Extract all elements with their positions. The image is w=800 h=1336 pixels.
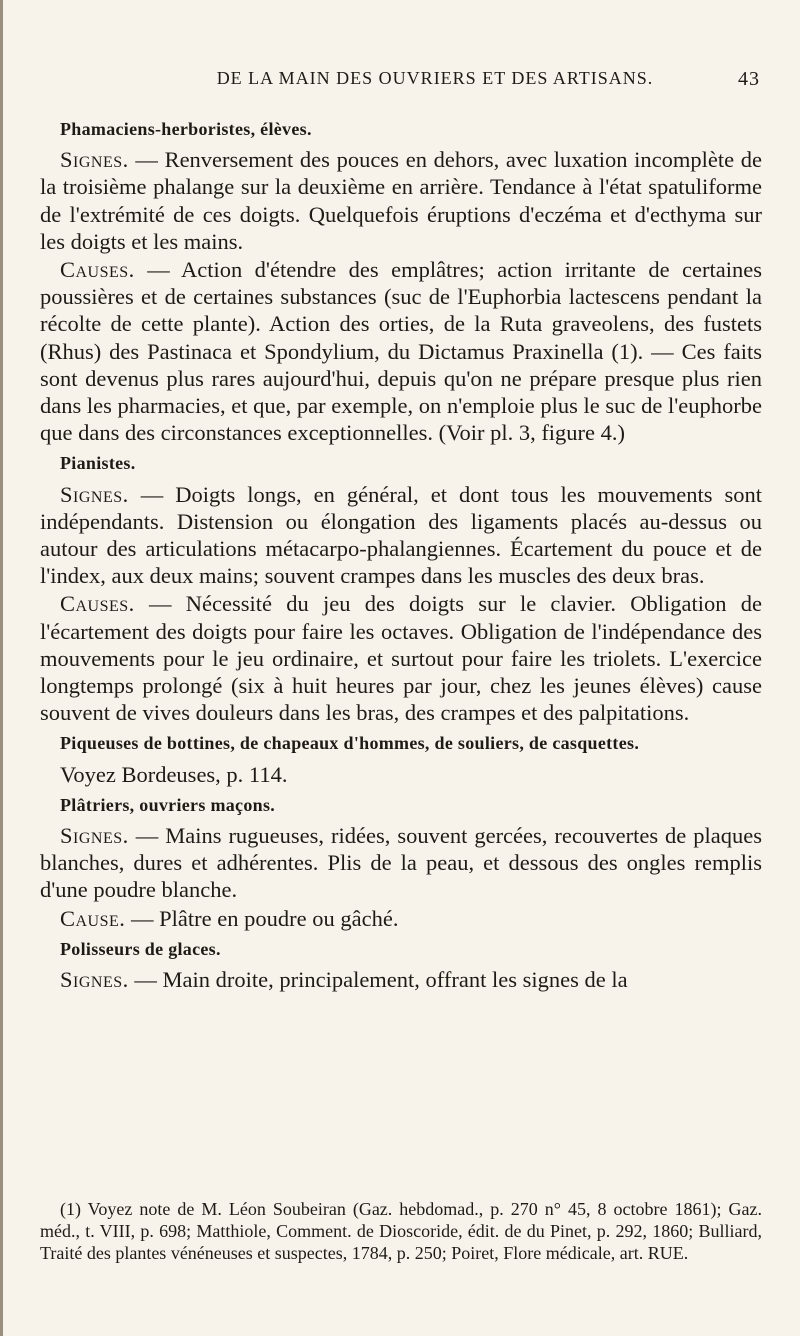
paragraph-lead: Causes. bbox=[60, 591, 135, 617]
paragraph bbox=[40, 256, 762, 446]
footnote: (1) Voyez note de M. Léon Soubeiran (Gaz. hebdomad., p. 270 n° 45, 8 octobre 1861); Gaz. méd., t. VIII, p. 698; Matthiole, Comment. de Dioscoride, édit. de du Pinet, p. 292, 1860; Bulliard, Traité des plantes vénéneuses et suspectes, 1784, p. 250; Poiret, Flore médicale, art. RUE. bbox=[40, 1199, 762, 1263]
page-number: 43 bbox=[738, 68, 760, 90]
paragraph-text: Voyez Bordeuses, p. 114. bbox=[60, 761, 288, 787]
paragraph-text: — Mains rugueuses, ridées, souvent gercées, recouvertes de plaques blanches, dures et adhérentes. Plis de la peau, et dessous des ongles remplis d'une poudre blanche. bbox=[40, 823, 762, 903]
paragraph-text: — Plâtre en poudre ou gâché. bbox=[125, 905, 399, 931]
paragraph bbox=[40, 905, 762, 932]
paragraph-lead: Signes. bbox=[60, 967, 129, 993]
paragraph-lead: Signes. bbox=[60, 481, 129, 507]
page-edge bbox=[0, 0, 3, 1336]
section-title: Phamaciens-herboristes, élèves. bbox=[60, 119, 312, 139]
section-title: Piqueuses de bottines, de chapeaux d'hommes, de souliers, de casquettes. bbox=[60, 733, 640, 754]
paragraph-text: — Doigts longs, en général, et dont tous les mouvements sont indépendants. Distension ou élongation des ligaments placés au-dessus ou autour des articulations métacarpo-phalangiennes. Écartement du pouce et de l'index, aux deux mains; souvent crampes dans les muscles des deux bras. bbox=[40, 481, 762, 589]
running-header bbox=[110, 68, 760, 89]
paragraph-lead: Cause. bbox=[60, 905, 126, 931]
paragraph-lead: Signes. bbox=[60, 147, 129, 173]
paragraph-text: — Main droite, principalement, offrant les signes de la bbox=[128, 967, 628, 993]
running-title: DE LA MAIN DES OUVRIERS ET DES ARTISANS. bbox=[216, 68, 654, 88]
paragraph bbox=[40, 481, 762, 590]
paragraph-text: — Action d'étendre des emplâtres; action irritante de certaines poussières et de certaines substances (suc de l'Euphorbia lactescens pendant la récolte de cette plante). Action des orties, de la Ruta graveolens, des fustets (Rhus) des Pastinaca et Spondylium, du Dictamus Praxinella (1). — Ces faits sont devenus plus rares aujourd'hui, depuis qu'on ne prépare presque plus rien dans les pharmacies, et que, par exemple, on n'emploie plus le suc de l'euphorbe que dans des circonstances exceptionnelles. (Voir pl. 3, figure 4.) bbox=[40, 257, 762, 446]
paragraph bbox=[40, 146, 762, 255]
paragraph-text: — Nécessité du jeu des doigts sur le clavier. Obligation de l'écartement des doigts pour faire les octaves. Obligation de l'indépendance des mouvements pour le jeu ordinaire, et surtout pour faire les triolets. L'exercice longtemps prolongé (six à huit heures par jour, chez les jeunes élèves) cause souvent de vives douleurs dans les bras, des crampes et des palpitations. bbox=[40, 591, 762, 726]
paragraph-text: — Renversement des pouces en dehors, avec luxation incomplète de la troisième phalange sur la deuxième en arrière. Tendance à l'état spatuliforme de l'extrémité de ces doigts. Quelquefois éruptions d'eczéma et d'ecthyma sur les doigts et les mains. bbox=[40, 147, 762, 254]
footnotes bbox=[40, 1198, 762, 1265]
paragraph bbox=[40, 966, 762, 993]
page-body bbox=[40, 112, 762, 994]
section-title: Plâtriers, ouvriers maçons. bbox=[60, 794, 276, 815]
paragraph bbox=[40, 822, 762, 904]
section-title: Pianistes. bbox=[60, 453, 136, 474]
paragraph bbox=[40, 761, 762, 788]
section-title: Polisseurs de glaces. bbox=[60, 938, 221, 959]
paragraph-lead: Causes. bbox=[60, 257, 135, 283]
paragraph bbox=[40, 590, 762, 726]
paragraph-lead: Signes. bbox=[60, 823, 129, 849]
